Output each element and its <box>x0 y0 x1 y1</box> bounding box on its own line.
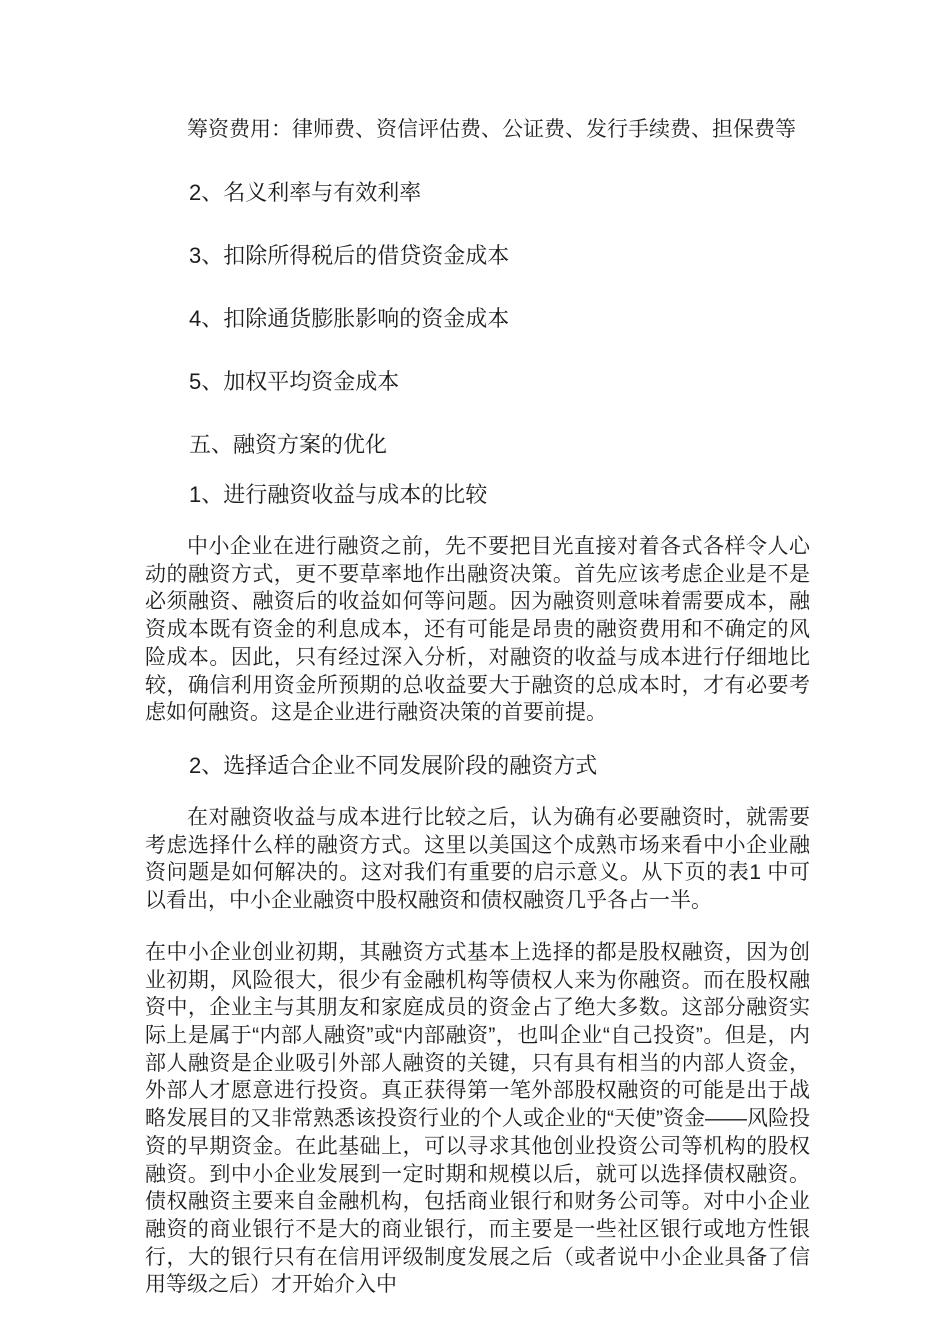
heading-item: 4、扣除通货膨胀影响的资金成本 <box>189 305 510 331</box>
paragraph: 在中小企业创业初期，其融资方式基本上选择的都是股权融资，因为创业初期，风险很大，很少有金融机构等债权人来为你融资。而在股权融资中，企业主与其朋友和家庭成员的资金占了绝大多数。这部分融资实际上是属于“内部人融资”或“内部融资”，也叫企业“自己投资”。但是，内部人融资是企业吸引外部人融资的关键，只有具有相当的内部人资金，外部人才愿意进行投资。真正获得第一笔外部股权融资的可能是出于战略发展目的又非常熟悉该投资行业的个人或企业的“天使”资金——风险投资的早期资金。在此基础上，可以寻求其他创业投资公司等机构的股权融资。到中小企业发展到一定时期和规模以后，就可以选择债权融资。债权融资主要来自金融机构，包括商业银行和财务公司等。对中小企业融资的商业银行不是大的商业银行，而主要是一些社区银行或地方性银行，大的银行只有在信用评级制度发展之后（或者说中小企业具备了信用等级之后）才开始介入中 <box>145 940 810 1297</box>
heading-subitem: 1、进行融资收益与成本的比较 <box>189 481 488 507</box>
paragraph: 中小企业在进行融资之前，先不要把目光直接对着各式各样令人心动的融资方式，更不要草率地作出融资决策。首先应该考虑企业是不是必须融资、融资后的收益如何等问题。因为融资则意味着需要成本，融资成本既有资金的利息成本，还有可能是昂贵的融资费用和不确定的风险成本。因此，只有经过深入分析，对融资的收益与成本进行仔细地比较，确信利用资金所预期的总收益要大于融资的总成本时，才有必要考虑如何融资。这是企业进行融资决策的首要前提。 <box>145 534 810 725</box>
paragraph: 在对融资收益与成本进行比较之后，认为确有必要融资时，就需要考虑选择什么样的融资方式。这里以美国这个成熟市场来看中小企业融资问题是如何解决的。这对我们有重要的启示意义。从下页的表1 中可以看出，中小企业融资中股权融资和债权融资几乎各占一半。 <box>145 805 810 913</box>
heading-subitem: 2、选择适合企业不同发展阶段的融资方式 <box>189 752 598 778</box>
heading-item: 2、名义利率与有效利率 <box>189 179 422 205</box>
heading-item: 3、扣除所得税后的借贷资金成本 <box>189 242 510 268</box>
heading-section: 五、融资方案的优化 <box>189 431 388 457</box>
heading-item: 5、加权平均资金成本 <box>189 368 400 394</box>
heading-line: 筹资费用：律师费、资信评估费、公证费、发行手续费、担保费等 <box>187 118 796 141</box>
